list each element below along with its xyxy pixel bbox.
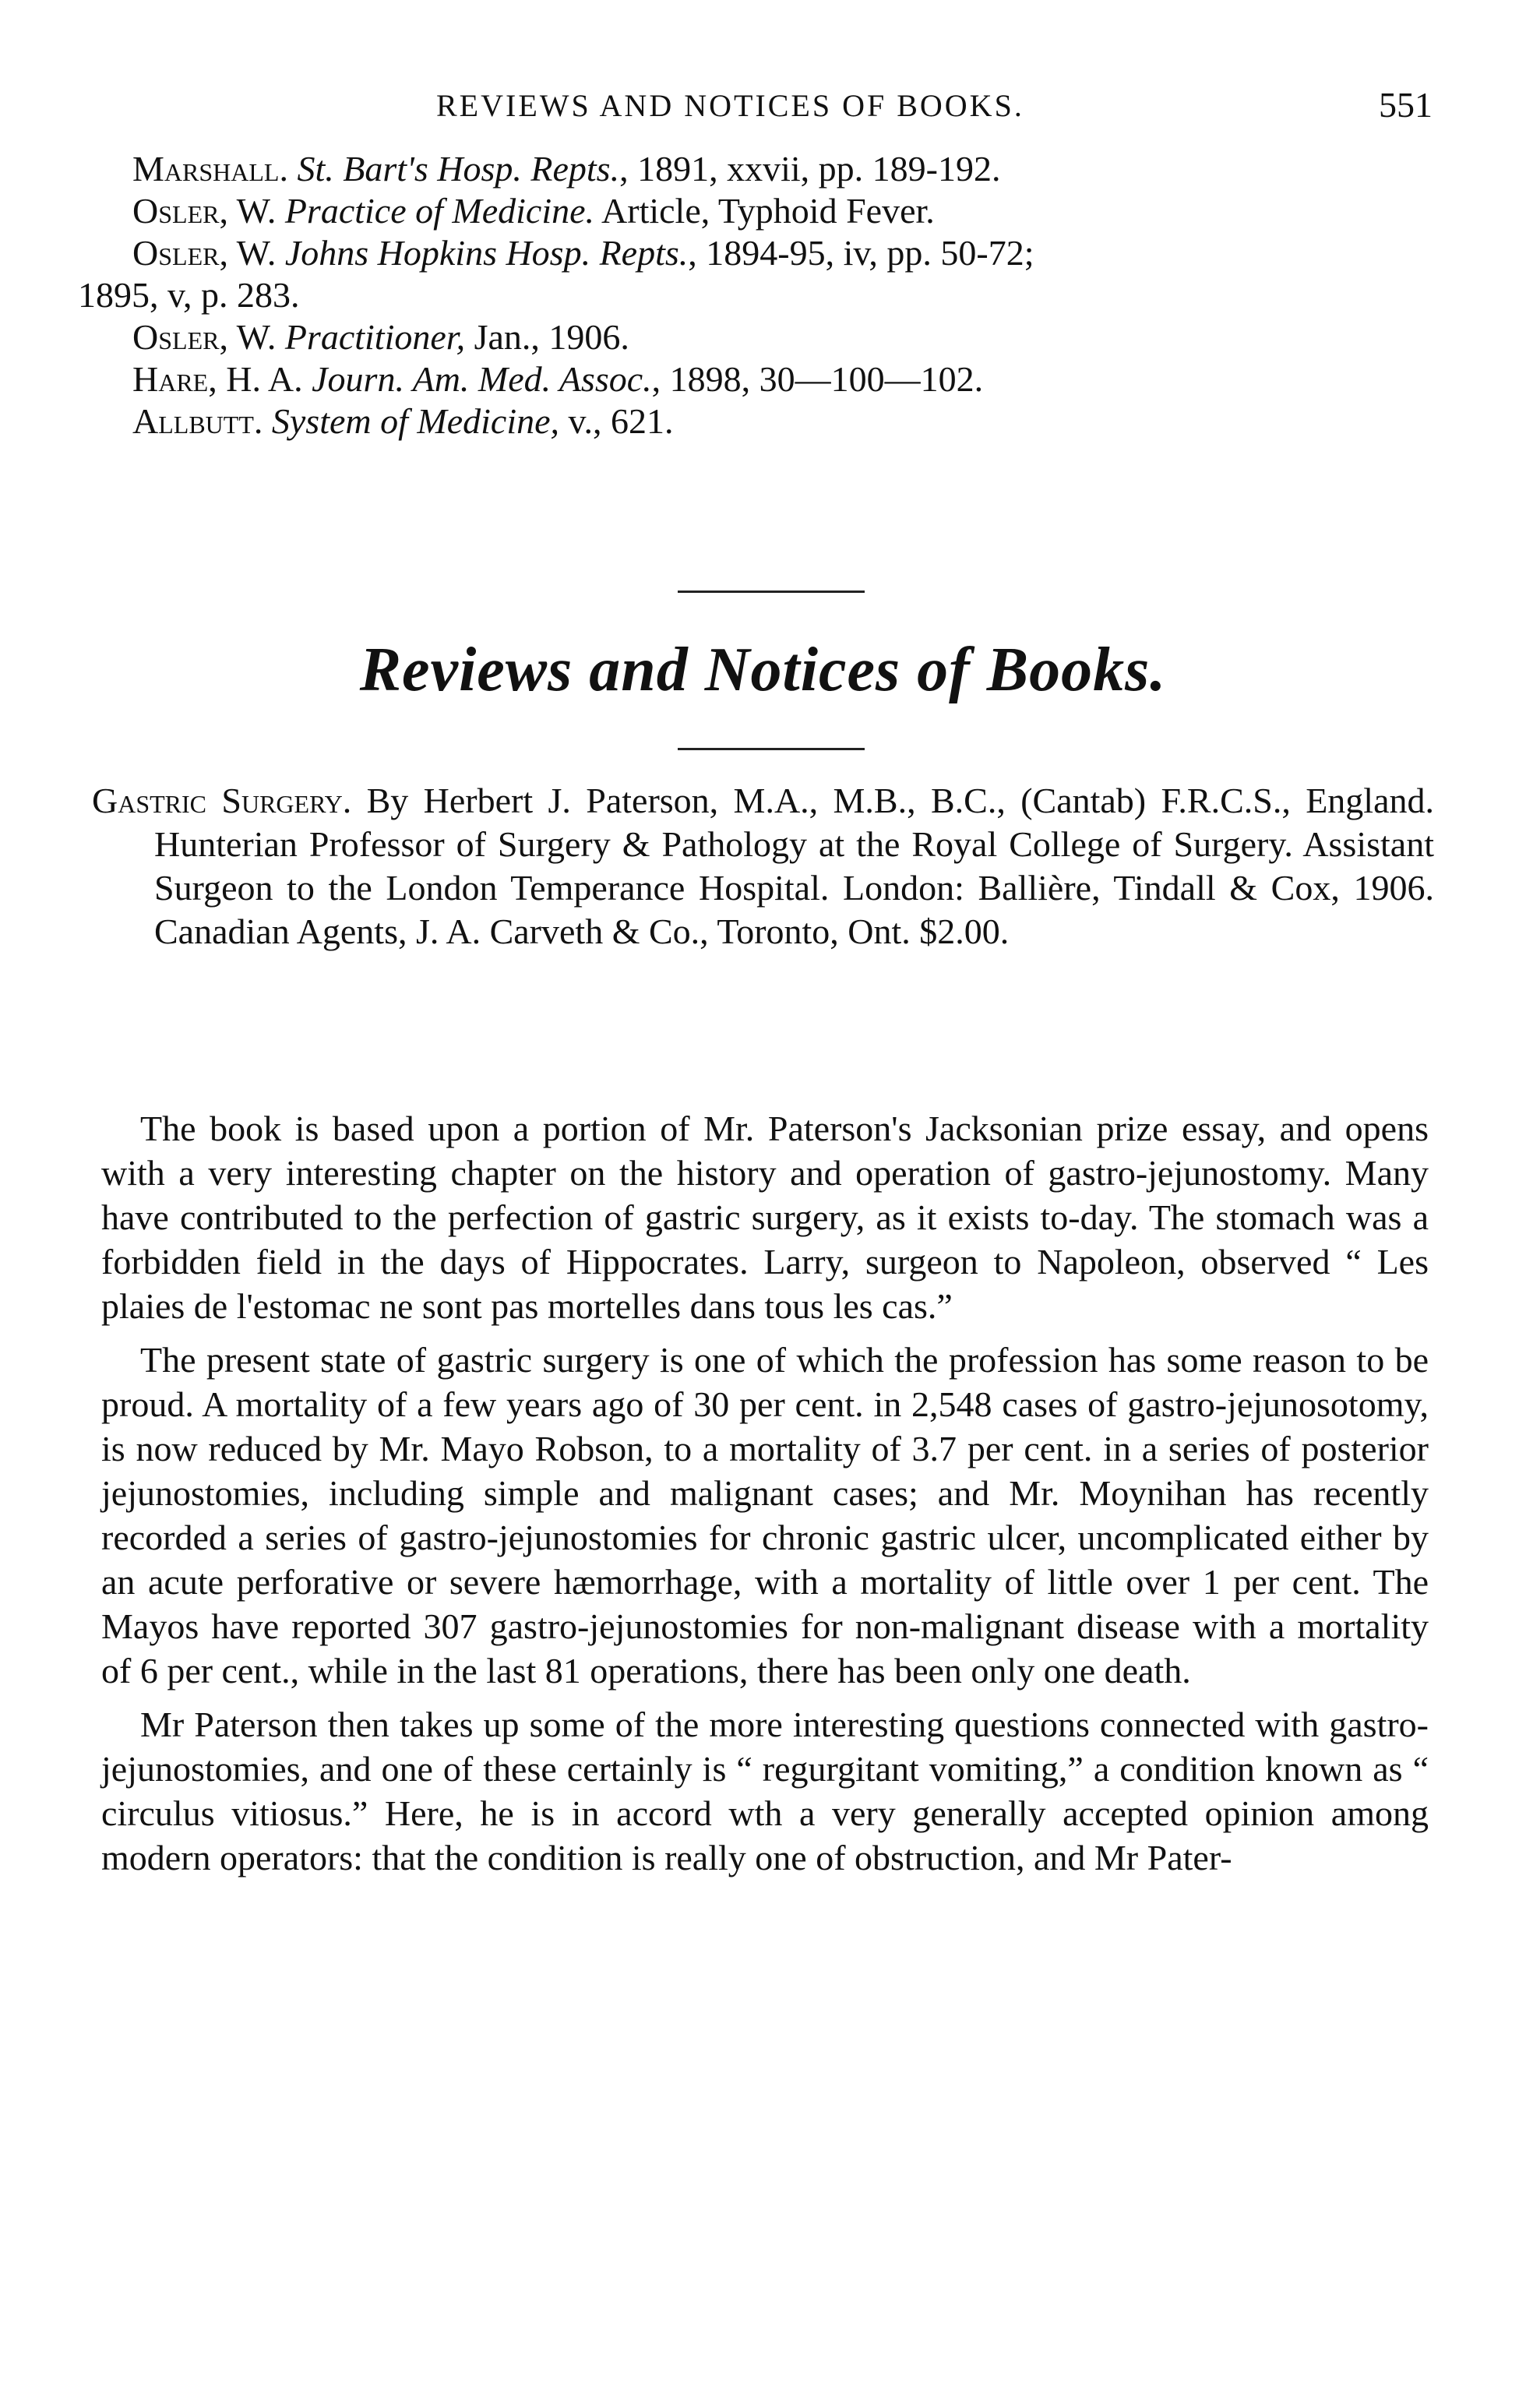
- book-citation: [92, 779, 1434, 954]
- reference-author: Osler, W.: [132, 233, 277, 273]
- reference-list: [78, 148, 1433, 442]
- divider-top: [678, 591, 865, 593]
- reference-detail: Jan., 1906.: [465, 317, 629, 357]
- review-paragraph: Mr Paterson then takes up some of the more interesting questions connected with gastro-jejunostomies, and one of these certainly is “ regurgitant vomiting,” a condition known as “ circulus vitiosus.” Here, he is in accord wth a very generally accepted opinion among modern operators: that the condition is really one of obstruction, and Mr Pater-: [101, 1705, 1429, 1877]
- book-details: By Herbert J. Paterson, M.A., M.B., B.C., (Cantab) F.R.C.S., England. Hunterian Professor of Surgery & Pathology at the Royal College of Surgery. Assistant Surgeon to the London Temperance Hospital. London: Ballière, Tindall & Cox, 1906. Canadian Agents, J. A. Carveth & Co., Toronto, Ont. $2.00.: [154, 781, 1434, 951]
- reference-author: Marshall.: [132, 149, 288, 189]
- reference-detail: , 1894-95, iv, pp. 50-72;: [688, 233, 1034, 273]
- reference-source: System of Medicine,: [271, 401, 560, 441]
- review-paragraph: The book is based upon a portion of Mr. Paterson's Jacksonian prize essay, and opens with a very interesting chapter on the history and operation of gastro-jejunostomy. Many have contributed to the perfection of gastric surgery, as it exists to-day. The stomach was a forbidden field in the days of Hippocrates. Larry, surgeon to Napoleon, observed “ Les plaies de l'estomac ne sont pas mortelles dans tous les cas.”: [101, 1109, 1429, 1326]
- reference-item: [78, 148, 1433, 190]
- reference-source: Practitioner,: [284, 317, 466, 357]
- reference-item: [78, 358, 1433, 400]
- reference-source: St. Bart's Hosp. Repts.: [297, 149, 620, 189]
- reference-continuation: 1895, v, p. 283.: [78, 275, 300, 315]
- reference-detail: , 1898, 30—100—102.: [651, 359, 984, 399]
- reference-item: [78, 190, 1433, 232]
- running-header: [436, 87, 1433, 134]
- review-body: [101, 1106, 1429, 1889]
- reference-author: Osler, W.: [132, 317, 277, 357]
- reference-source: Johns Hopkins Hosp. Repts.: [284, 233, 689, 273]
- reference-detail: Article, Typhoid Fever.: [594, 191, 935, 231]
- reference-item: [78, 400, 1433, 442]
- section-heading: Reviews and Notices of Books.: [359, 636, 1167, 704]
- page-number: 551: [1379, 85, 1433, 125]
- reference-item: [78, 316, 1433, 358]
- book-title: Gastric Surgery.: [92, 781, 352, 820]
- divider-bottom: [678, 748, 865, 750]
- reference-detail: , 1891, xxvii, pp. 189-192.: [619, 149, 1001, 189]
- reference-item: [78, 232, 1433, 274]
- review-paragraph: The present state of gastric surgery is one of which the profession has some reason to be proud. A mortality of a few years ago of 30 per cent. in 2,548 cases of gastro-jejunosotomy, is now reduced by Mr. Mayo Robson, to a mortality of 3.7 per cent. in a series of posterior jejunostomies, including simple and malignant cases; and Mr. Moynihan has recently recorded a series of gastro-jejunostomies for chronic gastric ulcer, uncomplicated either by an acute perforative or severe hæmorrhage, with a mortality of little over 1 per cent. The Mayos have reported 307 gastro-jejunostomies for non-malignant disease with a mortality of 6 per cent., while in the last 81 operations, there has been only one death.: [101, 1340, 1429, 1691]
- reference-author: Allbutt.: [132, 401, 263, 441]
- reference-detail: v., 621.: [559, 401, 674, 441]
- running-title: REVIEWS AND NOTICES OF BOOKS.: [436, 88, 1024, 123]
- reference-source: Practice of Medicine.: [284, 191, 595, 231]
- reference-author: Hare, H. A.: [132, 359, 303, 399]
- reference-source: Journ. Am. Med. Assoc.: [312, 359, 652, 399]
- reference-author: Osler, W.: [132, 191, 277, 231]
